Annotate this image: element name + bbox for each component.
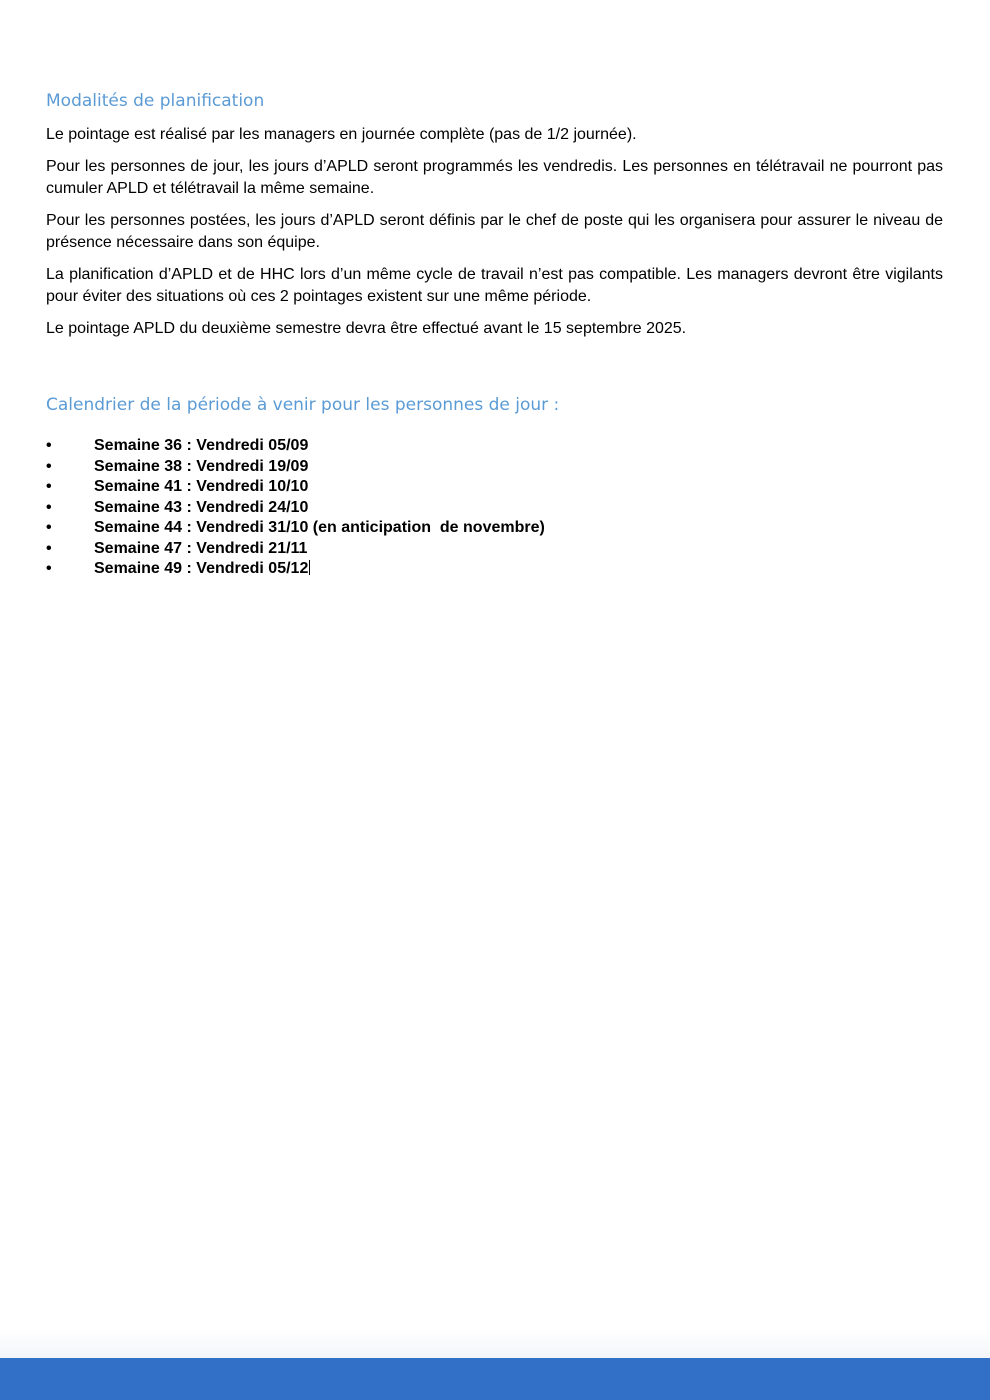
paragraph-deadline: Le pointage APLD du deuxième semestre devra être effectué avant le 15 septembre 2025.	[46, 320, 687, 337]
paragraph-personnes-de-jour: Pour les personnes de jour, les jours d’APLD seront programmés les vendredis. Les personnes en télétravail ne pourront pas cumuler APLD et télétravail la même semaine.	[46, 158, 943, 197]
list-item-text: Semaine 36 : Vendredi 05/09	[94, 437, 309, 454]
bullet-icon: •	[46, 457, 52, 475]
list-item	[46, 559, 943, 580]
list-item	[46, 539, 943, 560]
footer-fade	[0, 1330, 990, 1358]
list-item-text: Semaine 41 : Vendredi 10/10	[94, 478, 309, 495]
bullet-icon: •	[46, 560, 52, 577]
section-heading-calendrier: Calendrier de la période à venir pour les personnes de jour :	[46, 395, 560, 415]
list-item-text: Semaine 38 : Vendredi 19/09	[94, 457, 309, 475]
list-item-text: Semaine 43 : Vendredi 24/10	[94, 498, 309, 516]
bullet-icon: •	[46, 437, 52, 454]
text-cursor	[309, 560, 310, 575]
list-item	[46, 477, 943, 498]
list-item-text: Semaine 47 : Vendredi 21/11	[94, 539, 308, 557]
footer-bar	[0, 1358, 990, 1400]
list-item-text: Semaine 49 : Vendredi 05/12	[94, 560, 309, 577]
list-item	[46, 457, 943, 478]
paragraph-personnes-postees: Pour les personnes postées, les jours d’APLD seront définis par le chef de poste qui les organisera pour assurer le niveau de présence nécessaire dans son équipe.	[46, 212, 943, 251]
list-item	[46, 436, 943, 457]
calendar-list	[46, 436, 943, 580]
list-item	[46, 498, 943, 519]
document-content	[46, 90, 943, 580]
list-item	[46, 518, 943, 539]
bullet-icon: •	[46, 498, 52, 516]
bullet-icon: •	[46, 539, 52, 557]
section-heading-planification: Modalités de planification	[46, 91, 265, 111]
paragraph-apld-hhc: La planification d’APLD et de HHC lors d’un même cycle de travail n’est pas compatible. Les managers devront être vigilants pour éviter des situations où ces 2 pointages existent sur une même période.	[46, 266, 943, 305]
paragraph-pointage: Le pointage est réalisé par les managers en journée complète (pas de 1/2 journée).	[46, 126, 637, 143]
bullet-icon: •	[46, 478, 52, 495]
list-item-text: Semaine 44 : Vendredi 31/10 (en anticipation de novembre)	[94, 519, 545, 536]
bullet-icon: •	[46, 519, 52, 536]
